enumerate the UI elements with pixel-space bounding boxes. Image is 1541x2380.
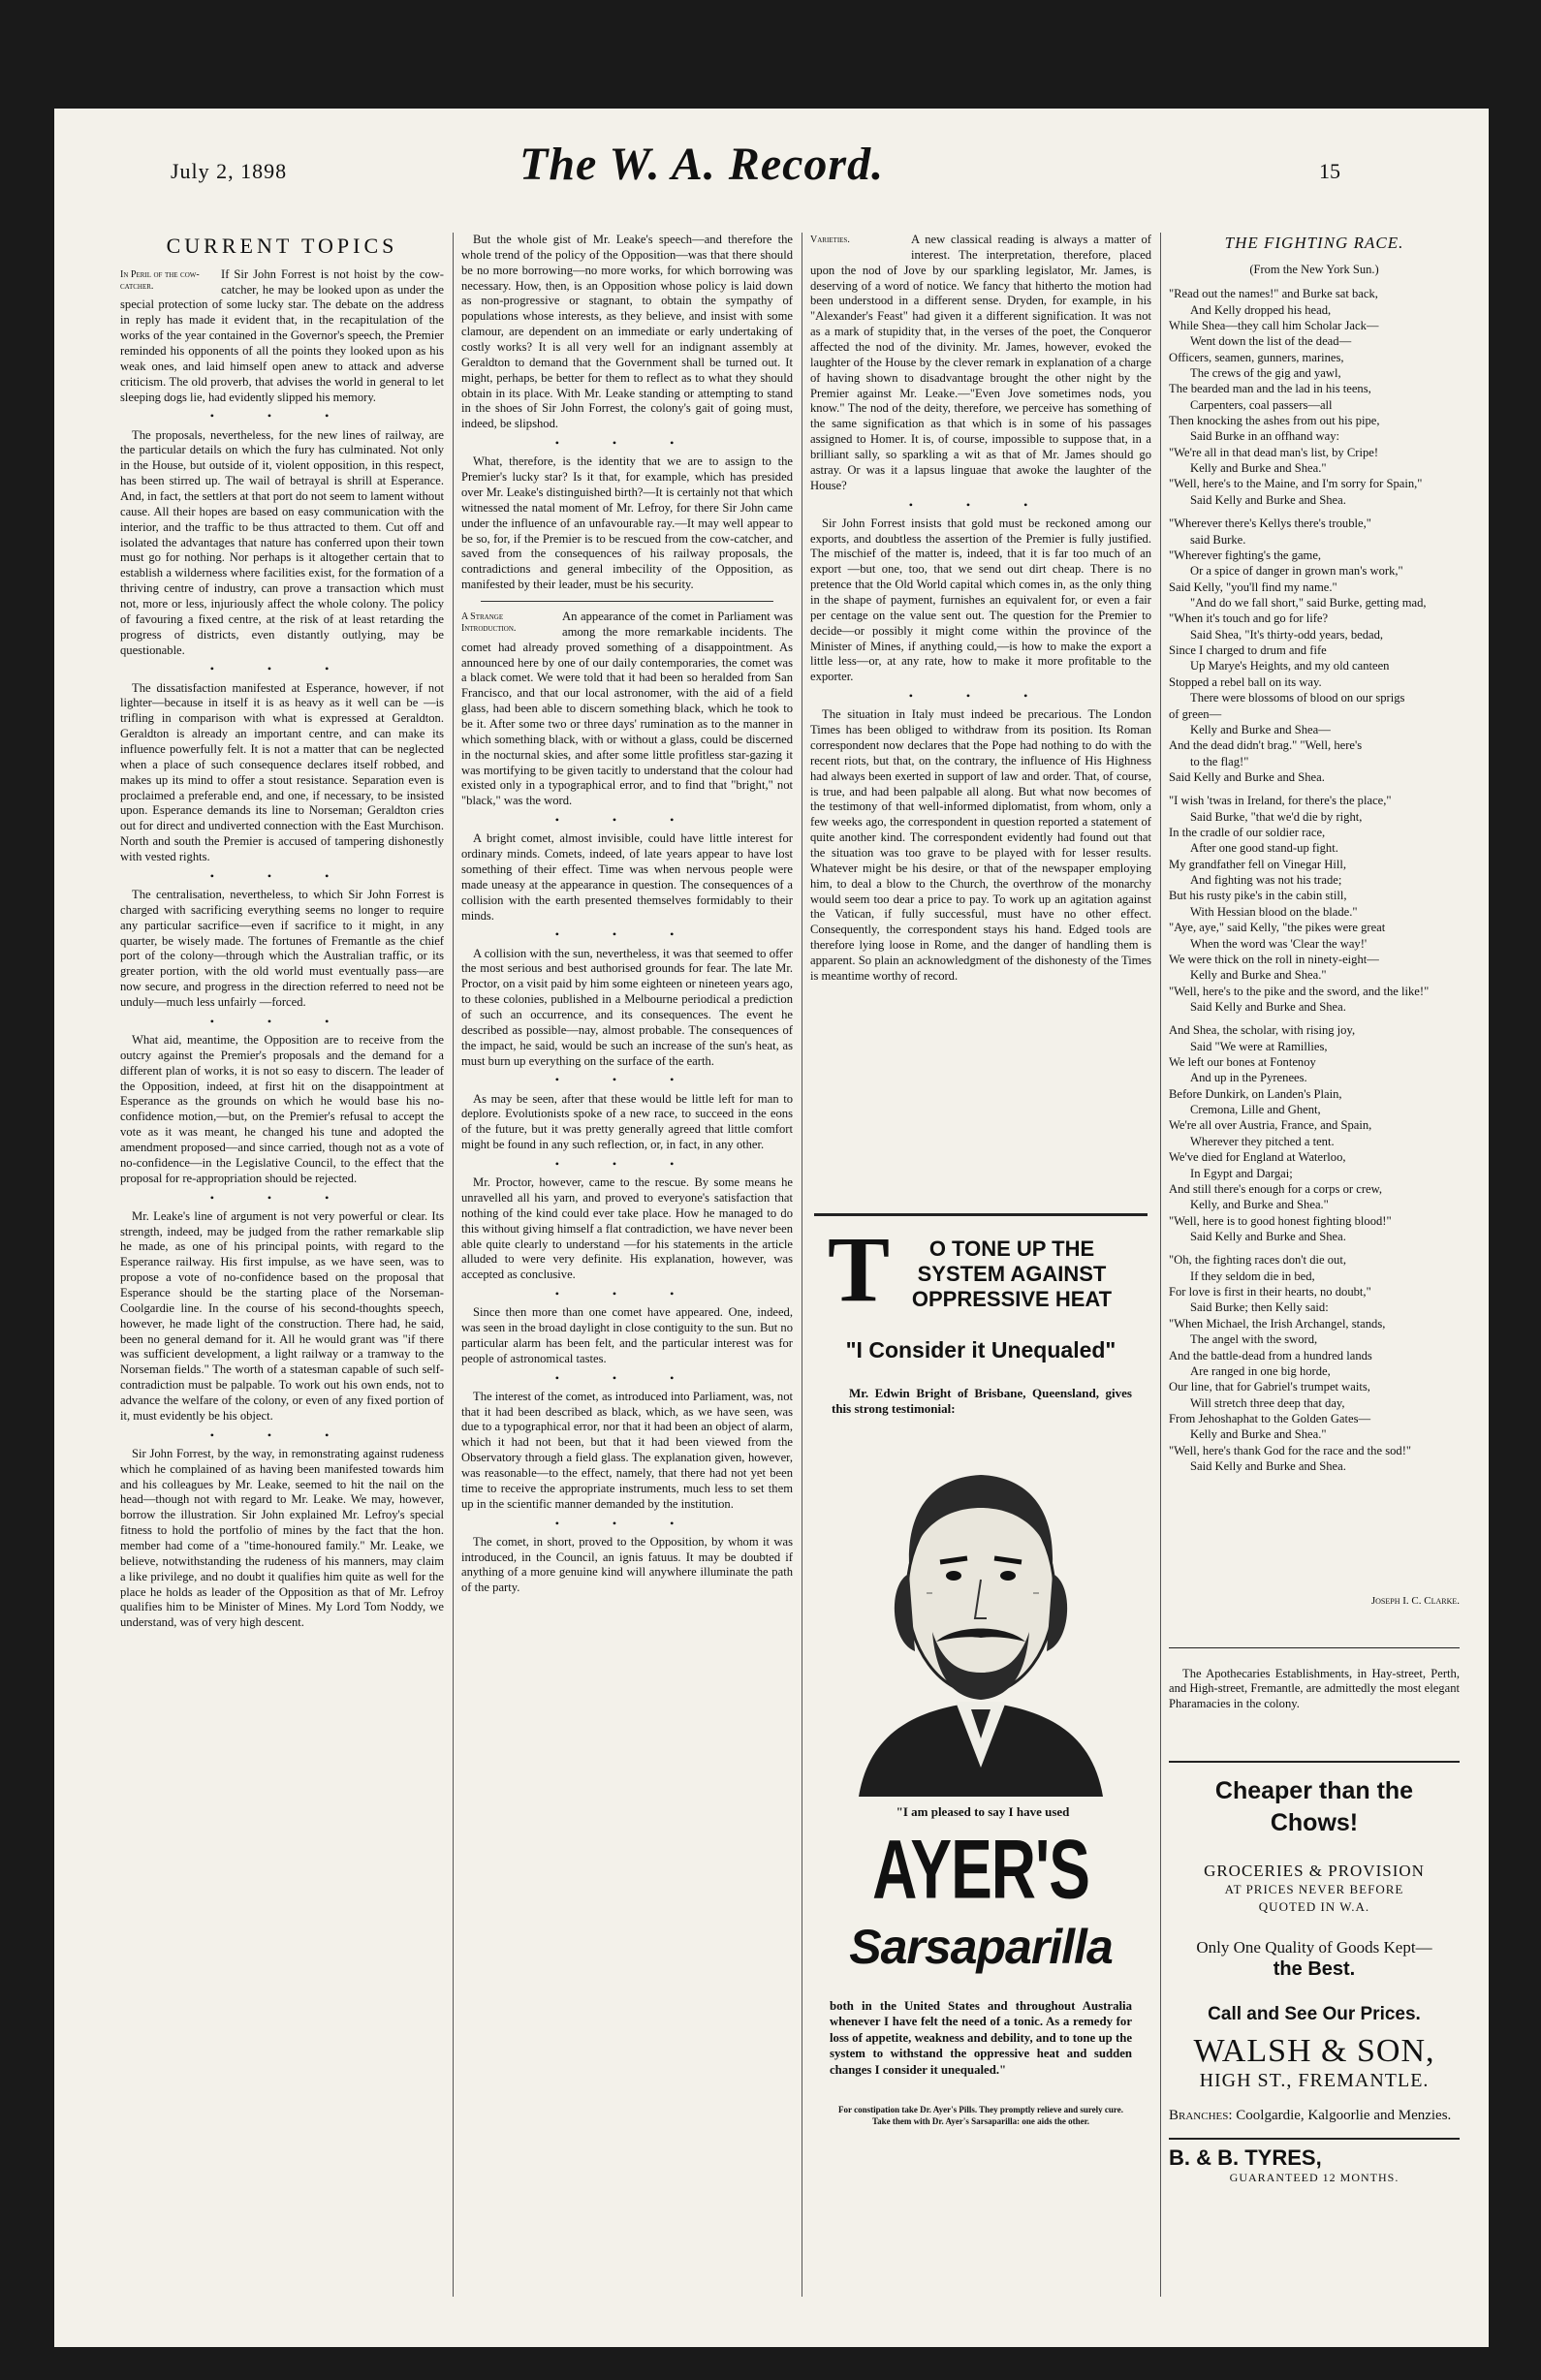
ad-body: both in the United States and throughout Australia whenever I have felt the need of a tonic. As a remedy for loss of appetite, weakness and debility, and to tone up the system to withstand the oppressive heat and sudden changes I consider it unequaled." [830,1999,1132,2077]
poem-author-name: Joseph I. C. Clarke. [1370,1595,1460,1607]
ad-address: HIGH ST., FREMANTLE. [1199,2070,1430,2092]
paragraph: A collision with the sun, nevertheless, it was that seemed to offer the most serious and best authorised grounds for fear. The late Mr. Proctor, on a visit paid by him some eighteen or nineteen years ago, to these colonies, published in a Melbourne periodical a prediction of such an occurrence, and its consequences. The event he described as possible—nay, almost probable. The consequences of the impact, he said, would be such an increase of the sun's heat, as must burn up everything on the surface of the earth. [461,946,793,1068]
divider-stars: • • • [209,1190,355,1205]
poem-line: We're all over Austria, France, and Spain, [1169,1118,1372,1133]
poem-line: And the dead didn't brag." "Well, here's [1169,738,1363,753]
poem-line: Kelly and Burke and Shea." [1190,1427,1327,1442]
divider-stars: • • • [209,868,355,883]
ad-branches [1169,2108,1460,2124]
paragraph: But the whole gist of Mr. Leake's speech—and therefore the whole trend of the policy of the Opposition—was that there should be no more borrowing—no more works, for which borrowing was necessary. How, then, is an Opposition whose policy is laid down as non-progressive or stagnant, to obtain the sympathy of populations whose interests, as they believe, and insist with some clamour, are dependent on an immediate or early undertaking of costly works? It is all very well for an indignant assembly at Geraldton to demand that the Government shall be turned out. It might, perhaps, be better for them to reflect as to what they should obtain in its place. With Mr. Leake standing or attempting to stand in the shoes of Sir John Forrest, the colony's gait of going must, indeed, be slipshod. [461,233,793,431]
ad-product: Sarsaparilla [849,1920,1113,1974]
poem-line: And up in the Pyrenees. [1190,1071,1307,1085]
tyres-ad-name: B. & B. TYRES, [1169,2145,1322,2171]
poem-line: For love is first in their hearts, no doubt," [1169,1285,1371,1300]
portrait-illustration [839,1448,1122,1797]
poem-line: With Hessian blood on the blade." [1190,904,1358,919]
poem-line: Said Shea, "It's thirty-odd years, bedad, [1190,627,1384,642]
walsh-and-son-ad [1169,1775,1460,2185]
poem-line: "Well, here's to the pike and the sword, and the like!" [1169,984,1430,998]
ad-rule [1169,2138,1460,2140]
poem-line: From Jehoshaphat to the Golden Gates— [1169,1411,1371,1425]
poem-line: "We're all in that dead man's list, by Cripe! [1169,445,1379,459]
section-rule [481,601,773,602]
paragraph: The centralisation, nevertheless, to which Sir John Forrest is charged with sacrificing everything seems no longer to require any particular sacrifice—even if sacrifice to it might, in any quarter, be wisely made. The fortunes of Fremantle as the chief port of the colony—through which the Australian traffic, or its greater portion, with the old world must eventually pass—are now secure, and progress in the direction referred to need not be unduly—much less unfairly —forced. [120,887,444,1009]
page-number: 15 [1319,159,1340,183]
divider-stars: • • • [908,497,1054,512]
poem-line: "When Michael, the Irish Archangel, stands, [1169,1316,1386,1331]
column-varieties [810,233,1151,1211]
poem-line: Kelly and Burke and Shea." [1190,968,1327,983]
divider-stars: • • • [209,662,355,676]
poem-line: "When it's touch and go for life? [1169,611,1329,626]
poem-stanza [1169,1022,1460,1244]
column-current-topics [120,233,444,2297]
ad-firm-name: WALSH & SON, [1193,2033,1435,2070]
divider-stars: • • • [209,1427,355,1442]
poem-line: Since I charged to drum and fife [1169,643,1327,658]
ad-brand: AYER'S [872,1822,1089,1917]
issue-date: July 2, 1898 [171,159,288,183]
poem-line: "Wherever there's Kellys there's trouble," [1169,517,1371,531]
poem-line: When the word was 'Clear the way!' [1190,936,1368,951]
newspaper-page [54,109,1489,2347]
column-two [461,233,793,2297]
ayers-sarsaparilla-ad [810,1217,1151,2308]
poem-line: "Well, here's thank God for the race and the sod!" [1169,1443,1412,1457]
divider-stars: • • • [209,1014,355,1028]
divider-stars: • • • [554,1370,700,1385]
poem-source: (From the New York Sun.) [1249,263,1379,277]
poem-line: "Wherever fighting's the game, [1169,548,1322,562]
poem-line: Kelly, and Burke and Shea." [1190,1198,1329,1212]
poem-line: But his rusty pike's in the cabin still, [1169,889,1347,903]
poem-line: Stopped a rebel ball on its way. [1169,674,1322,689]
paragraph: Mr. Proctor, however, came to the rescue. By some means he unravelled all his yarn, and proved to everyone's satisfaction that nothing of the kind could ever take place. How he managed to do this without giving himself a flat contradiction, we have never been able quite clearly to understand —for his statements in the article alluded to were very definite. His explanation, however, was accepted as conclusive. [461,1175,793,1282]
poem-line: Said Burke in an offhand way: [1190,429,1340,444]
poem-line: "Read out the names!" and Burke sat back, [1169,287,1378,301]
poem-author [1169,1591,1460,1607]
paragraph: What aid, meantime, the Opposition are to receive from the outcry against the Premier's proposals and the demand for a different plan of works, it is not so easy to discern. The leader of the Opposition, indeed, at first hit on the disappointment at Esperance as the grounds on which he would base his no-confidence motion,—but, on the Premier's refusal to accept the vote as it was meant, he changed his tune and adopted the amendment proposed—and since carried, though not as a vote of no-confidence—in the Legislative Council, to the effect that the proposal for re-appropriation should be rejected. [120,1032,444,1185]
poem-line: Or a spice of danger in grown man's work," [1190,564,1403,579]
ad-cheaper: Cheaper than the Chows! [1214,1777,1414,1836]
divider-stars: • • • [554,1287,700,1301]
ad-headline-line: OPPRESSIVE HEAT [911,1286,1113,1311]
ad-branches-label: Branches [1169,2108,1229,2124]
poem-line: After one good stand-up fight. [1190,841,1338,856]
poem-line: "And do we fall short," said Burke, getting mad, [1190,595,1427,610]
ad-rule [814,1213,1148,1216]
tyres-ad-guarantee: GUARANTEED 12 MONTHS. [1229,2171,1399,2185]
poem-line: We've died for England at Waterloo, [1169,1150,1346,1165]
ad-lead: Mr. Edwin Bright of Brisbane, Queensland, gives this strong testimonial: [832,1386,1132,1416]
side-note: In Peril of the cow-catcher. [120,268,200,292]
poem-stanza [1169,793,1460,1015]
divider-stars: • • • [908,689,1054,704]
paragraph: Mr. Leake's line of argument is not very powerful or clear. Its strength, indeed, may be judged from the rather remarkable slip he made, as one of his principal points, with regard to the Esperance railway. His first impulse, as we have seen, was to propose a vote of no-confidence based on the proposal that Esperance should be the starting place of the Norseman-Coolgardie line. In the course of his second-thoughts speech, however, he made light of the construction. There had, he said, been no general demand for it. All he would grant was "if there was sufficient development, a light railway or a tramway to the Norseman fields." The worth of a statesman capable of such self-contradiction must be palpable. To work out his own ends, not to advance the welfare of the colony, or even of any fixed portion of it, must evidently be his object. [120,1208,444,1423]
poem-line: Said Burke; then Kelly said: [1190,1300,1329,1315]
poem-line: The bearded man and the lad in his teens, [1169,382,1371,396]
poem-line: Said Kelly and Burke and Shea. [1190,492,1346,507]
section-title: CURRENT TOPICS [166,234,398,258]
poem-line: Will stretch three deep that day, [1190,1395,1345,1410]
ad-pleased-line: "I am pleased to say I have used [896,1804,1070,1819]
ad-fine-print: For constipation take Dr. Ayer's Pills. They promptly relieve and surely cure. Take them with Dr. Ayer's Sarsaparilla: one aids the other. [838,2105,1123,2126]
poem-stanza [1169,286,1460,508]
divider-stars: • • • [554,1516,700,1530]
poem-line: Kelly and Burke and Shea." [1190,461,1327,476]
poem-title: THE FIGHTING RACE. [1224,234,1404,252]
ad-headline-line: SYSTEM AGAINST [917,1261,1107,1286]
paragraph: The dissatisfaction manifested at Esperance, however, if not lighter—because in itself it is as heavy as it well can be —is trifling in comparison with what is expressed at Geraldton. Geraldton is already an important centre, and can make its influence powerfully felt. It is not a matter that can be neglected when a place of such consequence declares itself robbed, and makes up its mind to offer a stout resistance. Separation even is proclaimed a preferable end, and one, if necessary, to be insisted upon. Esperance demands its line to Norseman; Geraldton cries out for direct and undiverted connection with the East Murchison. North and south the Premier is accused of tampering dishonestly with vested rights. [120,680,444,864]
poem-line: And Shea, the scholar, with rising joy, [1169,1023,1356,1038]
poem-line: Said Kelly and Burke and Shea. [1169,769,1325,784]
poem-stanza [1169,1252,1460,1474]
poem-line: "Oh, the fighting races don't die out, [1169,1253,1346,1268]
apothecaries-text: The Apothecaries Establishments, in Hay-street, Perth, and High-street, Fremantle, are admittedly the most elegant Pharamacies in the colony. [1169,1666,1460,1711]
poem-line: We were thick on the roll in ninety-eight— [1169,952,1379,966]
column-divider [453,233,454,2297]
divider-stars: • • • [554,813,700,828]
poem-line: Our line, that for Gabriel's trumpet waits, [1169,1380,1370,1394]
poem-line: And still there's enough for a corps or crew, [1169,1181,1383,1196]
poem-line: In the cradle of our soldier race, [1169,826,1326,840]
ad-dropcap: T [828,1217,891,1321]
poem-line: And Kelly dropped his head, [1190,302,1332,317]
paragraph: If Sir John Forrest is not hoist by the cow-catcher, he may be looked upon as under the special protection of some lucky star. The debate on the address in reply has made it evident that, in the recapitulation of the works of the year contained in the Governor's speech, the Premier reminded his opponents of all the points they looked upon as his weak ones, and laid himself open anew to attack and adverse criticism. The old proverb, that advises the world in general to let sleeping dogs lie, had evidently slipped his memory. [120,266,444,404]
masthead: The W. A. Record. [519,139,885,190]
poem-line: Are ranged in one big horde, [1190,1363,1331,1378]
poem-line: Officers, seamen, gunners, marines, [1169,350,1344,364]
poem-line: While Shea—they call him Scholar Jack— [1169,318,1379,332]
poem-line: said Burke. [1190,532,1246,547]
poem-line: Said Burke, "that we'd die by right, [1190,809,1363,824]
ad-headline-line: O TONE UP THE [928,1237,1095,1261]
poem-line: "Well, here's to the Maine, and I'm sorry for Spain," [1169,477,1423,491]
poem-line: Up Marye's Heights, and my old canteen [1190,659,1390,673]
ad-best: the Best. [1273,1958,1356,1981]
poem-line: My grandfather fell on Vinegar Hill, [1169,857,1346,871]
divider-stars: • • • [554,1073,700,1087]
poem-line: The angel with the sword, [1190,1332,1318,1347]
ad-rule [1169,1647,1460,1648]
poem-line: Went down the list of the dead— [1190,334,1352,349]
paragraph: What, therefore, is the identity that we are to assign to the Premier's lucky star? Is it that, for example, which has presided over Mr. Leake's distinguished birth?—It is certainly not that which witnessed the natal moment of Mr. Lefroy, for there Sir John came under the influence of an unfavourable ray.—It may well appear to be so, for, if the Premier is to be rescued from the cow-catcher, and saved from the consequences of his railway proposals, the contradictions and general imbecility of the Opposition, as manifested by their leader, must be his security. [461,454,793,592]
ad-groceries: GROCERIES & PROVISION [1204,1862,1425,1880]
paragraph: The comet, in short, proved to the Opposition, by whom it was introduced, in the Council, an ignis fatuus. It may be doubted if anything of a more genuine kind will anywhere illuminate the path of the party. [461,1534,793,1595]
divider-stars: • • • [554,436,700,451]
poem-line: Carpenters, coal passers—all [1190,397,1333,412]
poem-line: There were blossoms of blood on our sprigs [1190,691,1405,705]
poem-line: Said Kelly, "you'll find my name." [1169,579,1337,594]
paragraph: The interest of the comet, as introduced into Parliament, was, not that it had been described as black, which, as we have seen, was due to a typographical error, nor that it had been an object of alarm, which it had not been, but that it had been viewed from the Observatory through a field glass. The explanation given, however, was reasonable—to the effect, namely, that there had not yet been time to receive the appropriate instruments, much less to set them up in the scientific manner demanded by the institution. [461,1389,793,1511]
paragraph: A bright comet, almost invisible, could have little interest for ordinary minds. Comets, indeed, of late years appear to have lost something of their effect. Time was when nervous people were made uneasy at the appearance in question. The consequences of a collision with the earth presented themselves formidably to their minds. [461,831,793,923]
poem-line: Cremona, Lille and Ghent, [1190,1103,1321,1117]
paragraph: The proposals, nevertheless, for the new lines of railway, are the particular details on which the fury has culminated. Not only in the House, but outside of it, violent opposition, in this respect, has been stirred up. The wail of betrayal is shrill at Esperance. And, in fact, the settlers at that port do not seem to lament without cause. All their hopes are based on easy communication with the interior, and the traffic to be thus attracted to them. Cut off and isolated the advantages that nature has conferred upon their town must go for nothing. Nor perhaps is it altogether certain that to establish a wilderness where facilities exist, for the formation of a thriving centre of industry, can prove a transaction which must not, more or less, injuriously affect the whole colony. The policy of favouring a fixed centre, at the risk of at least retarding the progress of districts, even distantly outlying, may be questionable. [120,427,445,657]
poem-line: We left our bones at Fontenoy [1169,1055,1316,1070]
poem-stanza [1169,516,1460,785]
poem-line: of green— [1169,706,1222,721]
paragraph: Since then more than one comet have appeared. One, indeed, was seen in the broad daylight in close contiguity to the sun. But no particular alarm has been felt, and the particular interest was for people of astronomical tastes. [461,1305,793,1365]
ad-branches-list: : Coolgardie, Kalgoorlie and Menzies. [1228,2108,1452,2124]
poem-line: Said "We were at Ramillies, [1190,1039,1328,1053]
poem-stanzas [1169,286,1460,1474]
poem-line: "Well, here is to good honest fighting blood!" [1169,1213,1392,1228]
poem-line: Before Dunkirk, on Landen's Plain, [1169,1086,1342,1101]
divider-stars: • • • [554,927,700,942]
poem-line: The crews of the gig and yawl, [1190,365,1341,380]
page-header [54,109,1489,220]
ad-call: Call and See Our Prices. [1208,2004,1421,2025]
ad-prices-line: QUOTED IN W.A. [1258,1899,1370,1915]
poem-line: Kelly and Burke and Shea— [1190,722,1331,736]
paragraph: As may be seen, after that these would be little left for man to deplore. Evolutionists spoke of a new race, to succeed in the eons of the future, but it was pretty generally agreed that little comfort might be found in any such reflection, or, in fact, in any other. [461,1091,793,1152]
side-note: Varieties. [810,235,850,245]
poem-line: Then knocking the ashes from out his pipe, [1169,414,1380,428]
poem-line: Said Kelly and Burke and Shea. [1190,1230,1346,1243]
paragraph: Sir John Forrest insists that gold must be reckoned among our exports, and doubtless the assertion of the Premier is fully justified. The mischief of the matter is, indeed, that it is far too much of an export —but one, too, that we send out dirt cheap. There is no pretence that the Old World capital which comes in, as the only thing in the shape of payment, furnishes an equivalent for, or even a fair per centage on the value sent out. The question for the Premier to decide—or possibly it might come within the province of the Minister of Mines, if anything could,—is how to make the export a little less—or, at any rate, how to make it more profitable to the exporter. [810,516,1151,684]
divider-stars: • • • [209,409,355,423]
side-note: A Strange Introduction. [461,611,517,635]
paragraph: The situation in Italy must indeed be precarious. The London Times has been obliged to withdraw from its position. Its Roman correspondent now declares that the Pope had nothing to do with the recent riots, but that, on the contrary, the influence of His Highness had always been exerted in support of law and order. That, of course, is true, and had been palpable all along. But what now becomes of the testimony of that well-informed diplomatist, from whom, only a few weeks ago, the correspondent in question reported a statement of quite another kind. The correspondent evidently had found out that the situation was too grave to be played with for lesser results. Whatever might be his desire, or that of the newspaper employing him, to deal a blow to the Church, the overthrow of the monarchy would seem too dear a price to pay. To work up an agitation against the Vatican, if fully successful, must have no other effect. Consequently, the correspondent stays his hand. Edged tools are therefore lying loose in Rome, and the danger of handling them is apparent. So plain an acknowledgment of the dishonesty of the Times is meantime worthy of record. [810,707,1151,983]
poem-line: Wherever they pitched a tent. [1190,1134,1335,1148]
ad-quote: "I Consider it Unequaled" [845,1337,1116,1362]
poem-line: And the battle-dead from a hundred lands [1169,1348,1372,1362]
ad-quality: Only One Quality of Goods Kept— [1196,1938,1432,1957]
ad-prices-line: AT PRICES NEVER BEFORE [1224,1882,1404,1896]
paragraph: Sir John Forrest, by the way, in remonstrating against rudeness which he complained of as having been manifested towards him and his colleagues by Mr. Leake, seemed to hit the nail on the head—though not with regard to Mr. Leake. We may, however, borrow the illustration. Sir John explained Mr. Lefroy's special fitness to hold the portfolio of mines by the fact that the hon. member had come of a "time-honoured family." Mr. Leake, we believe, notwithstanding the rudeness of his manners, may claim a like privilege, and no doubt it qualifies him quite as well for the place he holds as leader of the Opposition as that of Mr. Lefroy qualifies him to be Minister of Mines. My Lord Tom Noddy, we understand, was of very high descent. [120,1446,444,1630]
poem-line: to the flag!" [1190,754,1249,768]
apothecaries-notice [1169,1654,1460,1724]
poem-line: And fighting was not his trade; [1190,873,1342,888]
poem-fighting-race [1169,233,1460,1474]
ad-headline [878,1237,1146,1312]
poem-line: In Egypt and Dargai; [1190,1166,1293,1180]
poem-line: If they seldom die in bed, [1190,1268,1315,1283]
divider-stars: • • • [554,1156,700,1171]
ad-rule [1169,1761,1460,1763]
poem-line: Said Kelly and Burke and Shea. [1190,1459,1346,1474]
paragraph: An appearance of the comet in Parliament was among the more remarkable incidents. The comet had already proved something of a disappointment. As announced here by one of our daily contemporaries, the comet was a black comet. We were told that it had been so heralded from San Francisco, and that our local astronomer, with the aid of a field glass, had been able to discern something black, which he took to be it. After some two or three days' rumination as to the manner in which something black, with or without a glass, could be discerned in the nocturnal skies, and after some little profitless star-gazing it was mortifying to be given tacitly to understand that the colour had existed only in a typographical error, and to find that "bright," not "black," was the word. [461,610,793,808]
poem-line: Said Kelly and Burke and Shea. [1190,999,1346,1014]
column-divider [1160,233,1161,2297]
poem-line: "I wish 'twas in Ireland, for there's the place," [1169,794,1392,808]
paragraph: A new classical reading is always a matter of interest. The interpretation, therefore, placed upon the nod of Jove by our sparkling legislator, Mr. James, is deserving of a word of notice. We fancy that hitherto the motion had been understood in a different sense. Dryden, for example, in his "Alexander's Feast" had given it a different signification. It was not as a mark of stupidity that, in the verses of the poet, the Conqueror affected the nod of the divinity. Mr. James, however, evoked the laughter of the House by the clever remark in explanation of a charge of having shown to disadvantage brought the other night by the Premier against Mr. Leake.—"Even Jove sometimes nods, you know." The nod of the deity, therefore, we perceive has something of the same signification as that which is in some of his passages assigned to Homer. It is, of course, impossible to suppose that, in a brilliant sally, so sparkling a wit as that of Mr. James should go astray. Or was it a lapsus linguae that awoke the laughter of the House? [810,233,1151,492]
poem-line: "Aye, aye," said Kelly, "the pikes were great [1169,921,1386,935]
